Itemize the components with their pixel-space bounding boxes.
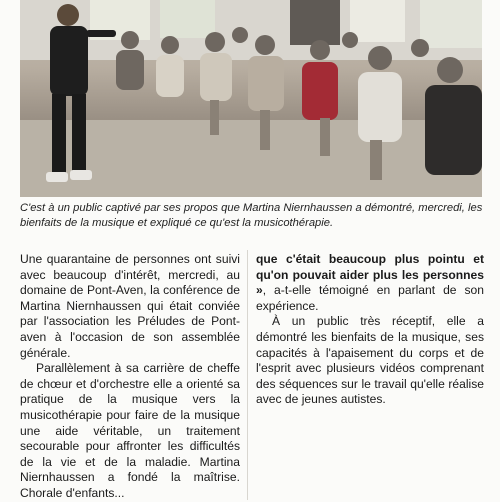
article-paragraph: À un public très réceptif, elle a démontré les bienfaits de la musique, ses capacités à l'apaisement du corps et de l'esprit avec plusieurs vidéos comprenant des séquences sur le travail qu'elle réalise avec de jeunes autistes. bbox=[256, 314, 484, 407]
article-paragraph: Une quarantaine de personnes ont suivi avec beaucoup d'intérêt, mercredi, au domaine de Pont-Aven, la conférence de Martina Niernhaussen qui était conviée par l'association les Préludes de Pont-aven à l'occasion de son assemblée générale. bbox=[20, 252, 240, 360]
audience-photo-illustration bbox=[20, 0, 482, 197]
article-column-right bbox=[256, 252, 484, 408]
photo-caption: C'est à un public captivé par ses propos que Martina Niernhaussen a démontré, mercredi, les bienfaits de la musique et expliqué ce qu'est la musicothérapie. bbox=[20, 202, 483, 229]
quote-attribution: , a-t-elle témoigné en parlant de son expérience. bbox=[256, 283, 484, 313]
quote-paragraph bbox=[256, 252, 484, 314]
column-divider bbox=[247, 250, 248, 500]
article-photo bbox=[20, 0, 482, 197]
quote-text: que c'était beaucoup plus pointu et qu'on pouvait aider plus les personnes » bbox=[256, 252, 484, 298]
article-column-left bbox=[20, 252, 240, 502]
article-paragraph: Parallèlement à sa carrière de cheffe de chœur et d'orchestre elle a orienté sa pratique de la musique vers la musicothérapie pour faire de la musique une aide véritable, un traitement secourable pour affronter les difficultés de la vie et de la maladie. Martina Niernhaussen a fondé la maîtrise. Chorale d'enfants... bbox=[20, 361, 240, 500]
